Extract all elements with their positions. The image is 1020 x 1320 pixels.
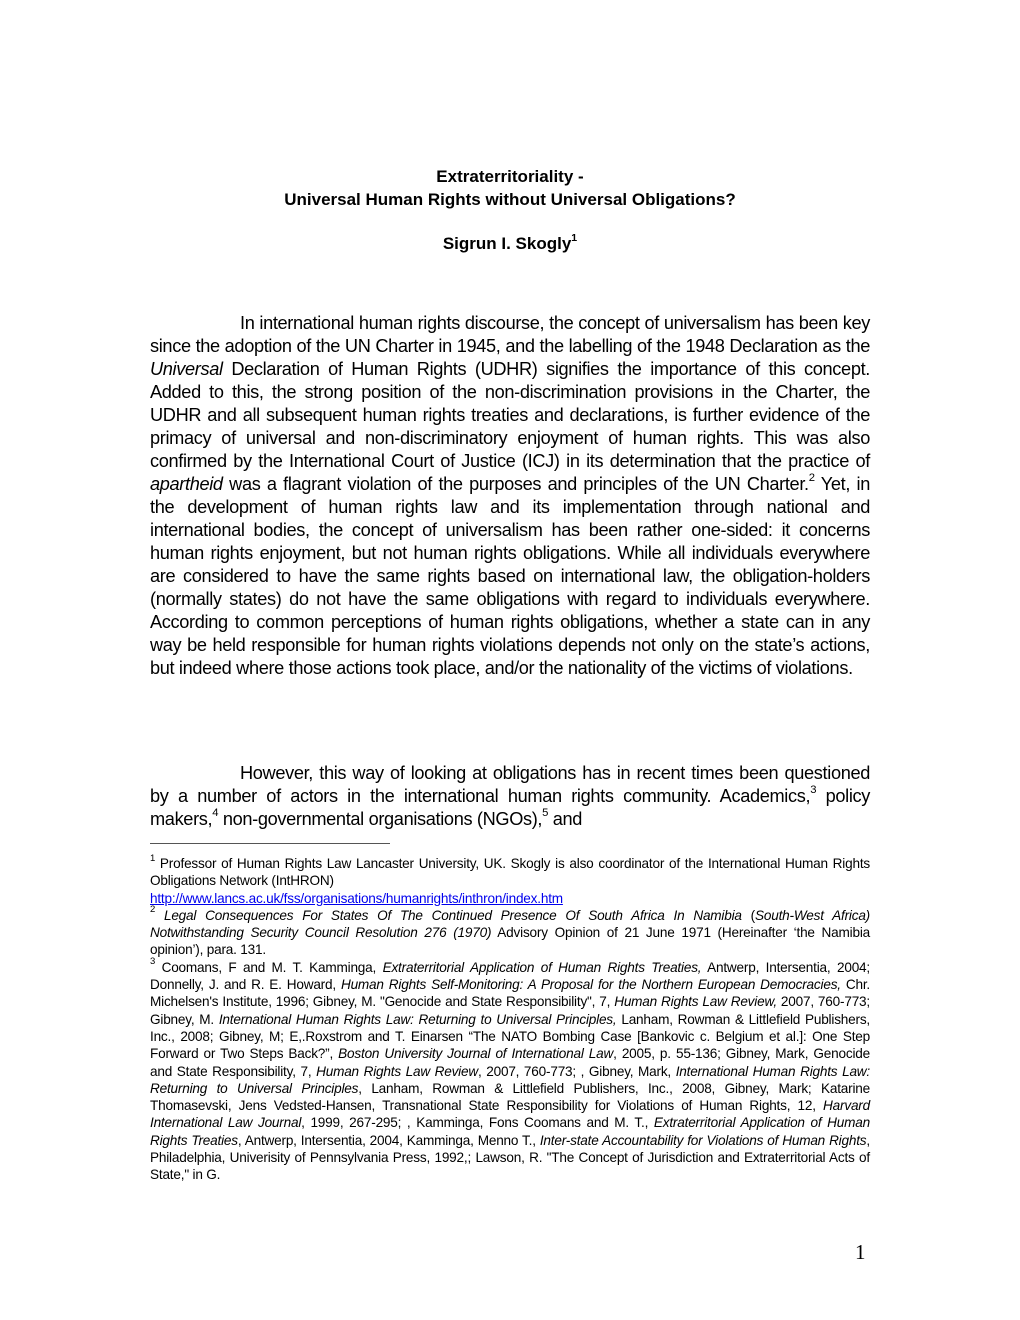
para2-text-2: policy makers, (150, 786, 870, 829)
paper-title (150, 165, 870, 211)
para1-text-3: was a flagrant violation of the purposes and principles of the UN Charter. (222, 474, 809, 494)
citation-text: Chr. Michelsen's Institute, 1996; Gibney, M. "Genocide and State Responsibility", 7, (150, 977, 871, 1010)
citation-title: Human Rights Law Review (316, 1063, 478, 1079)
citation-title: Human Rights Self-Monitoring: A Proposal for the Northern European Democracies, (340, 977, 841, 993)
footnote-2-text-1: ( (741, 907, 755, 923)
footnote-ref-2[interactable]: 2 (808, 472, 815, 485)
footnote-ref-3[interactable]: 3 (810, 784, 817, 797)
para2-text-1: However, this way of looking at obligations has in recent times been questioned by a number of actors in the international human rights community. Academics, (150, 763, 870, 806)
citation-title: Human Rights Law Review, (614, 994, 777, 1010)
footnote-ref-5[interactable]: 5 (542, 807, 549, 820)
footnote-1-number: 1 (150, 852, 156, 864)
page-number: 1 (855, 1240, 866, 1264)
inthron-link[interactable]: http://www.lancs.ac.uk/fss/organisations/humanrights/inthron/index.htm (150, 890, 563, 906)
citation-text: , 2007, 760-773; , Gibney, Mark, (477, 1063, 676, 1079)
para2-text-3: non-governmental organisations (NGOs), (218, 809, 543, 829)
citation-title: Inter-state Accountability for Violations of Human Rights (539, 1132, 867, 1148)
footnote-2 (150, 904, 871, 959)
footnote-2-number: 2 (150, 904, 156, 916)
body-paragraph-1 (150, 312, 870, 680)
citation-text: , Lanham, Rowman & Littlefield Publishers, Inc., 2008, Gibney, Mark; Katarine Thomasevski, Jens Vedsted-Hansen, Transnational State Responsibility for Violations of Human Rights, 12, (150, 1080, 870, 1114)
title-line-1: Extraterritoriality - (436, 167, 584, 186)
citation-text: , 2005, p. 55-136; Gibney, Mark, Genocide and State Responsibility, 7, (150, 1046, 870, 1079)
citation-title: Extraterritorial Application of Human Rights Treaties, (382, 959, 702, 975)
footnotes-section (150, 852, 871, 1184)
citation-title: International Human Rights Law: Returning to Universal Principles (150, 1063, 870, 1096)
footnote-2-case-subtitle: South-West Africa) Notwithstanding Security Council Resolution 276 (1970) (150, 907, 871, 941)
author-name: Sigrun I. Skogly (442, 234, 572, 253)
footnote-separator (150, 843, 390, 844)
citation-title: International Human Rights Law: Returning to Universal Principles, (218, 1011, 617, 1027)
footnote-ref-4[interactable]: 4 (212, 807, 219, 820)
citation-title: Harvard International Law Journal (150, 1098, 870, 1131)
author-line (150, 232, 870, 255)
para1-text-2: Declaration of Human Rights (UDHR) signifies the importance of this concept. Added to this, the strong position of the non-discrimination provisions in the Charter, the UDHR and all subsequent human rights treaties and declarations, is further evidence of the primacy of universal and non-discriminatory enjoyment of human rights. This was also confirmed by the International Court of Justice (ICJ) in its determination that the practice of (150, 359, 870, 471)
footnote-1-text: Professor of Human Rights Law Lancaster University, UK. Skogly is also coordinator of the International Human Rights Obligations Network (IntHRON) (150, 856, 870, 889)
footnote-ref-1[interactable]: 1 (571, 231, 578, 244)
para1-text-1: In international human rights discourse, the concept of universalism has been key since the adoption of the UN Charter in 1945, and the labelling of the 1948 Declaration as the (150, 313, 870, 356)
footnote-1 (150, 852, 870, 907)
citation-text: Lanham, Rowman & Littlefield Publishers, Inc., 2008; Gibney, M; E,.Roxstrom and T. Einarsen “The NATO Bombing Case [Bankovic c. Belgium et al.]: One Step Forward or Two Steps Back?”, (150, 1011, 871, 1062)
citation-title: Boston University Journal of International Law (338, 1046, 614, 1062)
para1-italic-universal: Universal (150, 359, 223, 379)
footnote-2-case-title: Legal Consequences For States Of The Continued Presence Of South Africa In Namibia (155, 907, 742, 923)
para1-italic-apartheid: apartheid (150, 474, 223, 494)
body-paragraph-2 (150, 762, 870, 831)
citation-text: Coomans, F and M. T. Kamminga, (155, 959, 383, 975)
citation-title: Extraterritorial Application of Human Rights Treaties (150, 1115, 870, 1148)
citation-text: Antwerp, Intersentia, 2004; Donnelly, J. and R. E. Howard, (150, 959, 870, 993)
citation-text: , Philadelphia, Univerisity of Pennsylvania Press, 1992,; Lawson, R. "The Concept of Jurisdiction and Extraterritorial Acts of State," in G. (150, 1132, 870, 1183)
citation-text: , Antwerp, Intersentia, 2004, Kamminga, Menno T., (237, 1132, 540, 1148)
footnote-3-text (150, 960, 870, 1183)
para1-text-4: Yet, in the development of human rights law and its implementation through national and international bodies, the concept of universalism has been rather one-sided: it concerns human rights enjoyment, but not human rights obligations. While all individuals everywhere are considered to have the same rights based on international law, the obligation-holders (normally states) do not have the same obligations with regard to individuals everywhere. According to common perceptions of human rights obligations, whether a state can in any way be held responsible for human rights violations depends not only on the state’s actions, but indeed where those actions took place, and/or the nationality of the victims of violations. (150, 474, 870, 678)
footnote-3-number: 3 (150, 956, 156, 968)
citation-text: , 1999, 267-295; , Kamminga, Fons Coomans and M. T., (301, 1115, 654, 1131)
citation-text: 2007, 760-773; Gibney, M. (150, 994, 870, 1027)
para2-text-4: and (548, 809, 583, 829)
footnote-3 (150, 956, 871, 1184)
footnote-2-text-2: Advisory Opinion of 21 June 1971 (Hereinafter ‘the Namibia opinion’), para. 131. (150, 925, 870, 958)
title-line-2: Universal Human Rights without Universal Obligations? (284, 190, 736, 209)
